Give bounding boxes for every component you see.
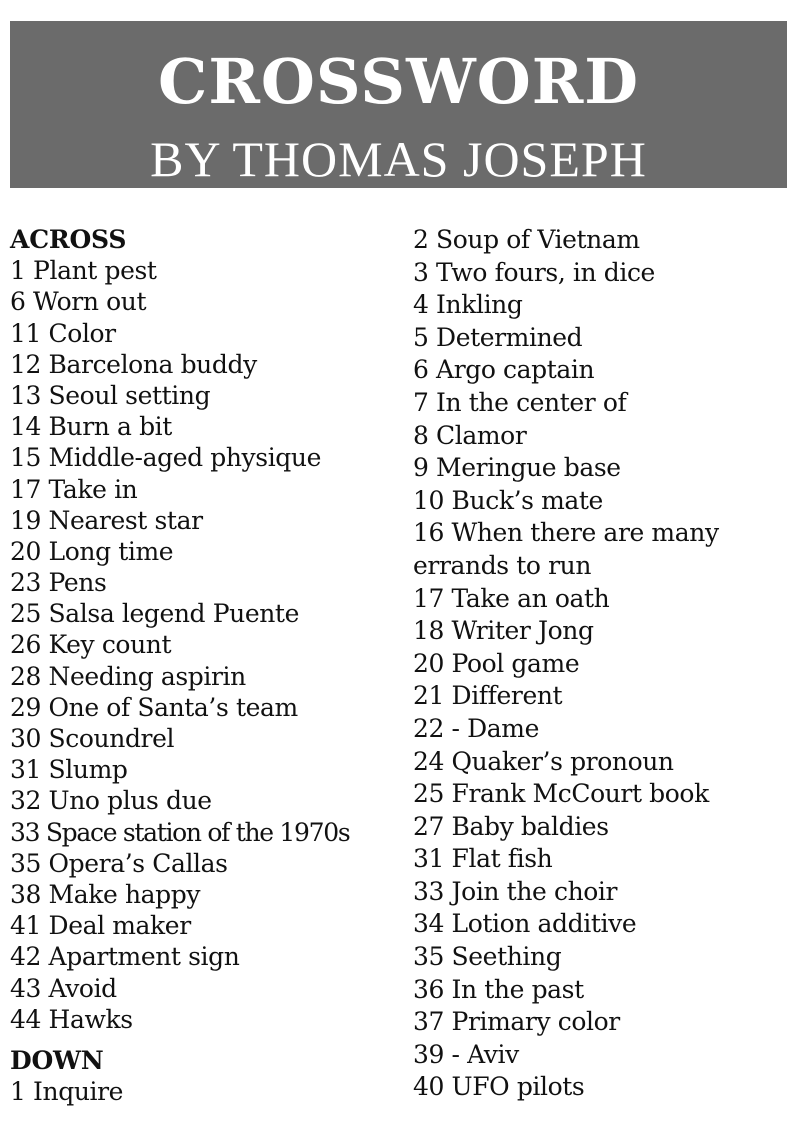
down-clue: 33 Join the choir — [413, 876, 618, 906]
down-clue: 8 Clamor — [413, 420, 527, 450]
across-clue: 20 Long time — [10, 536, 174, 566]
down-clue: 10 Buck’s mate — [413, 485, 603, 515]
across-clue: 38 Make happy — [10, 879, 201, 909]
across-clue: 42 Apartment sign — [10, 942, 240, 972]
across-clue: 28 Needing aspirin — [10, 661, 246, 691]
puzzle-title: CROSSWORD — [158, 45, 639, 118]
down-clue: 9 Meringue base — [413, 453, 621, 483]
down-clue: 39 - Aviv — [413, 1039, 519, 1069]
across-clue: 23 Pens — [10, 568, 107, 598]
across-clue: 6 Worn out — [10, 287, 147, 317]
across-clue: 35 Opera’s Callas — [10, 848, 228, 878]
across-clue: 33 Space station of the 1970s — [10, 817, 350, 847]
clue-column-left — [10, 224, 402, 1107]
down-clue: 25 Frank McCourt book — [413, 779, 709, 809]
down-clue: 7 In the center of — [413, 387, 627, 417]
across-clue: 15 Middle-aged physique — [10, 443, 322, 473]
down-clue: 2 Soup of Vietnam — [413, 225, 640, 254]
across-clue: 17 Take in — [10, 474, 138, 504]
across-clue: 19 Nearest star — [10, 505, 203, 535]
across-clue: 44 Hawks — [10, 1004, 133, 1034]
across-clue: 25 Salsa legend Puente — [10, 599, 299, 629]
down-clue: 20 Pool game — [413, 648, 580, 678]
across-clue: 30 Scoundrel — [10, 724, 175, 753]
down-clue: 16 When there are many — [413, 518, 719, 548]
down-clue: 31 Flat fish — [413, 844, 553, 874]
across-clue: 31 Slump — [10, 755, 128, 785]
down-clue: 18 Writer Jong — [413, 616, 594, 646]
down-clue: 4 Inkling — [413, 290, 523, 320]
across-clue: 13 Seoul setting — [10, 380, 211, 410]
down-clue: 24 Quaker’s pronoun — [413, 746, 674, 776]
down-clue: 1 Inquire — [10, 1077, 124, 1107]
clue-column-right — [413, 224, 793, 1104]
puzzle-byline: BY THOMAS JOSEPH — [150, 131, 647, 187]
across-clue: 32 Uno plus due — [10, 786, 212, 816]
down-clue: 40 UFO pilots — [413, 1072, 585, 1102]
across-clue: 43 Avoid — [10, 973, 117, 1003]
down-heading: DOWN — [10, 1045, 104, 1075]
title-banner — [10, 21, 787, 188]
down-clue: 3 Two fours, in dice — [413, 257, 655, 287]
down-clue: 17 Take an oath — [413, 583, 610, 613]
across-clue: 14 Burn a bit — [10, 412, 172, 442]
across-heading: ACROSS — [10, 225, 127, 254]
across-clue: 26 Key count — [10, 630, 172, 660]
down-clue: 34 Lotion additive — [413, 909, 637, 939]
down-clue: 21 Different — [413, 681, 563, 711]
down-clue: 27 Baby baldies — [413, 811, 609, 841]
down-clue: 6 Argo captain — [413, 355, 595, 385]
across-clue: 41 Deal maker — [10, 911, 191, 941]
down-clue: 35 Seething — [413, 942, 562, 972]
down-clue: 36 In the past — [413, 974, 584, 1004]
down-clue: 37 Primary color — [413, 1007, 620, 1037]
across-clue: 12 Barcelona buddy — [10, 349, 257, 379]
across-clue: 11 Color — [10, 318, 116, 348]
down-clue-continuation: errands to run — [413, 550, 592, 580]
down-clue: 5 Determined — [413, 322, 583, 352]
across-clue: 29 One of Santa’s team — [10, 692, 298, 722]
down-clue: 22 - Dame — [413, 713, 540, 743]
across-clue: 1 Plant pest — [10, 256, 157, 286]
